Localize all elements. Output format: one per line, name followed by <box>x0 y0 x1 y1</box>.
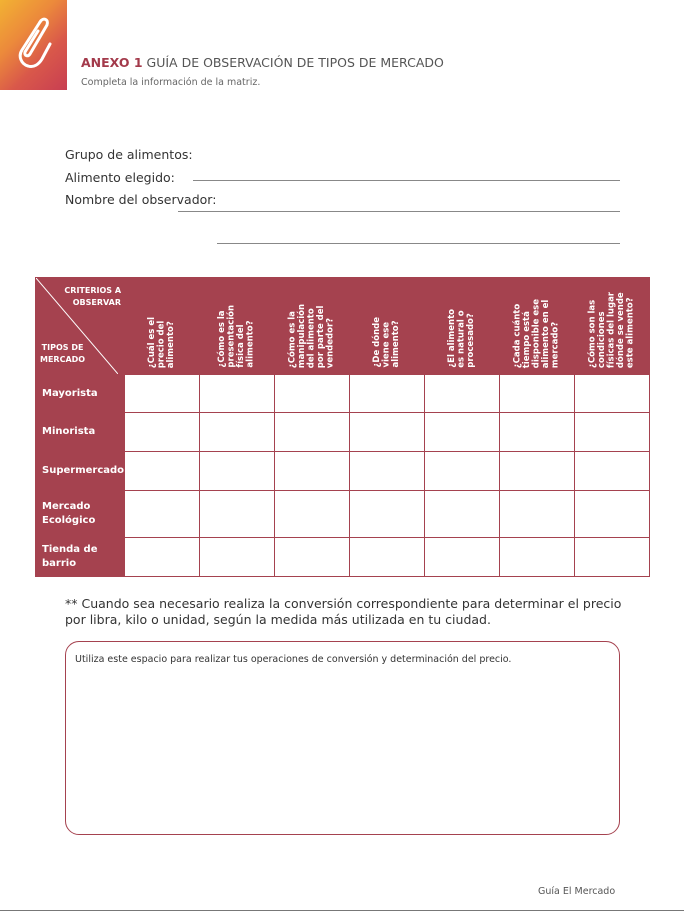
matrix-cell[interactable] <box>500 491 575 538</box>
matrix-cell[interactable] <box>125 538 200 577</box>
matrix-cell[interactable] <box>350 452 425 491</box>
workspace-box[interactable] <box>65 641 620 835</box>
matrix-cell[interactable] <box>500 375 575 413</box>
market-types-label: TIPOS DE MERCADO <box>40 343 86 364</box>
page-subtitle: Completa la información de la matriz. <box>81 77 261 88</box>
table-row <box>36 452 650 491</box>
matrix-cell[interactable] <box>575 375 650 413</box>
row-label-minorista: Minorista <box>36 413 125 452</box>
annex-label: ANEXO 1 <box>81 55 143 70</box>
matrix-cell[interactable] <box>425 491 500 538</box>
table-row <box>36 413 650 452</box>
column-header <box>275 278 350 375</box>
matrix-cell[interactable] <box>200 375 275 413</box>
matrix-cell[interactable] <box>125 375 200 413</box>
observer-name-label: Nombre del observador: <box>65 192 217 207</box>
extra-line[interactable] <box>217 243 620 244</box>
matrix-cell[interactable] <box>575 452 650 491</box>
matrix-cell[interactable] <box>125 413 200 452</box>
matrix-cell[interactable] <box>350 538 425 577</box>
food-group-label: Grupo de alimentos: <box>65 147 193 162</box>
matrix-cell[interactable] <box>275 413 350 452</box>
column-header <box>350 278 425 375</box>
column-header-label: ¿El alimento es natural o procesado? <box>446 309 476 368</box>
criteria-label: CRITERIOS A OBSERVAR <box>64 286 122 307</box>
matrix-cell[interactable] <box>275 491 350 538</box>
matrix-cell[interactable] <box>200 413 275 452</box>
column-header-label: ¿Cómo es la presentación física del alimento? <box>217 305 256 368</box>
matrix-cell[interactable] <box>500 452 575 491</box>
matrix-cell[interactable] <box>350 491 425 538</box>
matrix-cell[interactable] <box>200 452 275 491</box>
corner-decoration <box>0 0 67 90</box>
matrix-cell[interactable] <box>575 413 650 452</box>
row-label-supermercado: Supermercado <box>36 452 125 491</box>
column-header <box>425 278 500 375</box>
matrix-cell[interactable] <box>425 452 500 491</box>
row-label-mercado-ecologico: Mercado Ecológico <box>36 491 125 538</box>
footer-title: Guía El Mercado <box>538 886 616 897</box>
matrix-cell[interactable] <box>275 375 350 413</box>
chosen-food-label: Alimento elegido: <box>65 170 175 185</box>
workspace-instruction: Utiliza este espacio para realizar tus operaciones de conversión y determinación del precio. <box>75 654 512 665</box>
matrix-cell[interactable] <box>125 491 200 538</box>
column-header <box>500 278 575 375</box>
matrix-cell[interactable] <box>200 491 275 538</box>
matrix-cell[interactable] <box>275 538 350 577</box>
row-label-mayorista: Mayorista <box>36 375 125 413</box>
conversion-note: ** Cuando sea necesario realiza la conversión correspondiente para determinar el precio por libra, kilo o unidad, según la medida más utilizada en tu ciudad. <box>65 596 622 627</box>
table-row <box>36 538 650 577</box>
observation-matrix <box>35 277 650 577</box>
matrix-cell[interactable] <box>425 413 500 452</box>
column-header-label: ¿Cuál es el precio del alimento? <box>146 316 176 368</box>
matrix-corner-cell <box>36 278 125 375</box>
column-header-label: ¿De dónde viene ese alimento? <box>371 317 401 368</box>
annex-title: GUÍA DE OBSERVACIÓN DE TIPOS DE MERCADO <box>146 55 444 70</box>
column-header <box>125 278 200 375</box>
column-header-label: ¿Cómo es la manipulación del alimento por parte del vendedor? <box>287 303 336 368</box>
bottom-divider <box>0 910 684 911</box>
matrix-cell[interactable] <box>575 538 650 577</box>
matrix-cell[interactable] <box>500 538 575 577</box>
matrix-cell[interactable] <box>200 538 275 577</box>
column-header <box>200 278 275 375</box>
observer-name-line[interactable] <box>178 211 620 212</box>
chosen-food-line[interactable] <box>193 180 620 181</box>
table-row <box>36 491 650 538</box>
column-header-label: ¿Cómo son las condiciones físicas del lugar dónde se vende este alimento? <box>587 291 636 368</box>
row-label-tienda-de-barrio: Tienda de barrio <box>36 538 125 577</box>
page-title <box>81 55 444 70</box>
matrix-cell[interactable] <box>575 491 650 538</box>
matrix-cell[interactable] <box>425 538 500 577</box>
paperclip-icon <box>12 14 52 72</box>
matrix-cell[interactable] <box>500 413 575 452</box>
matrix-cell[interactable] <box>275 452 350 491</box>
table-row <box>36 375 650 413</box>
matrix-cell[interactable] <box>350 375 425 413</box>
column-header-label: ¿Cada cuánto tiempo está disponible ese alimento en el mercado? <box>512 298 561 368</box>
matrix-cell[interactable] <box>125 452 200 491</box>
column-header <box>575 278 650 375</box>
matrix-cell[interactable] <box>350 413 425 452</box>
matrix-cell[interactable] <box>425 375 500 413</box>
